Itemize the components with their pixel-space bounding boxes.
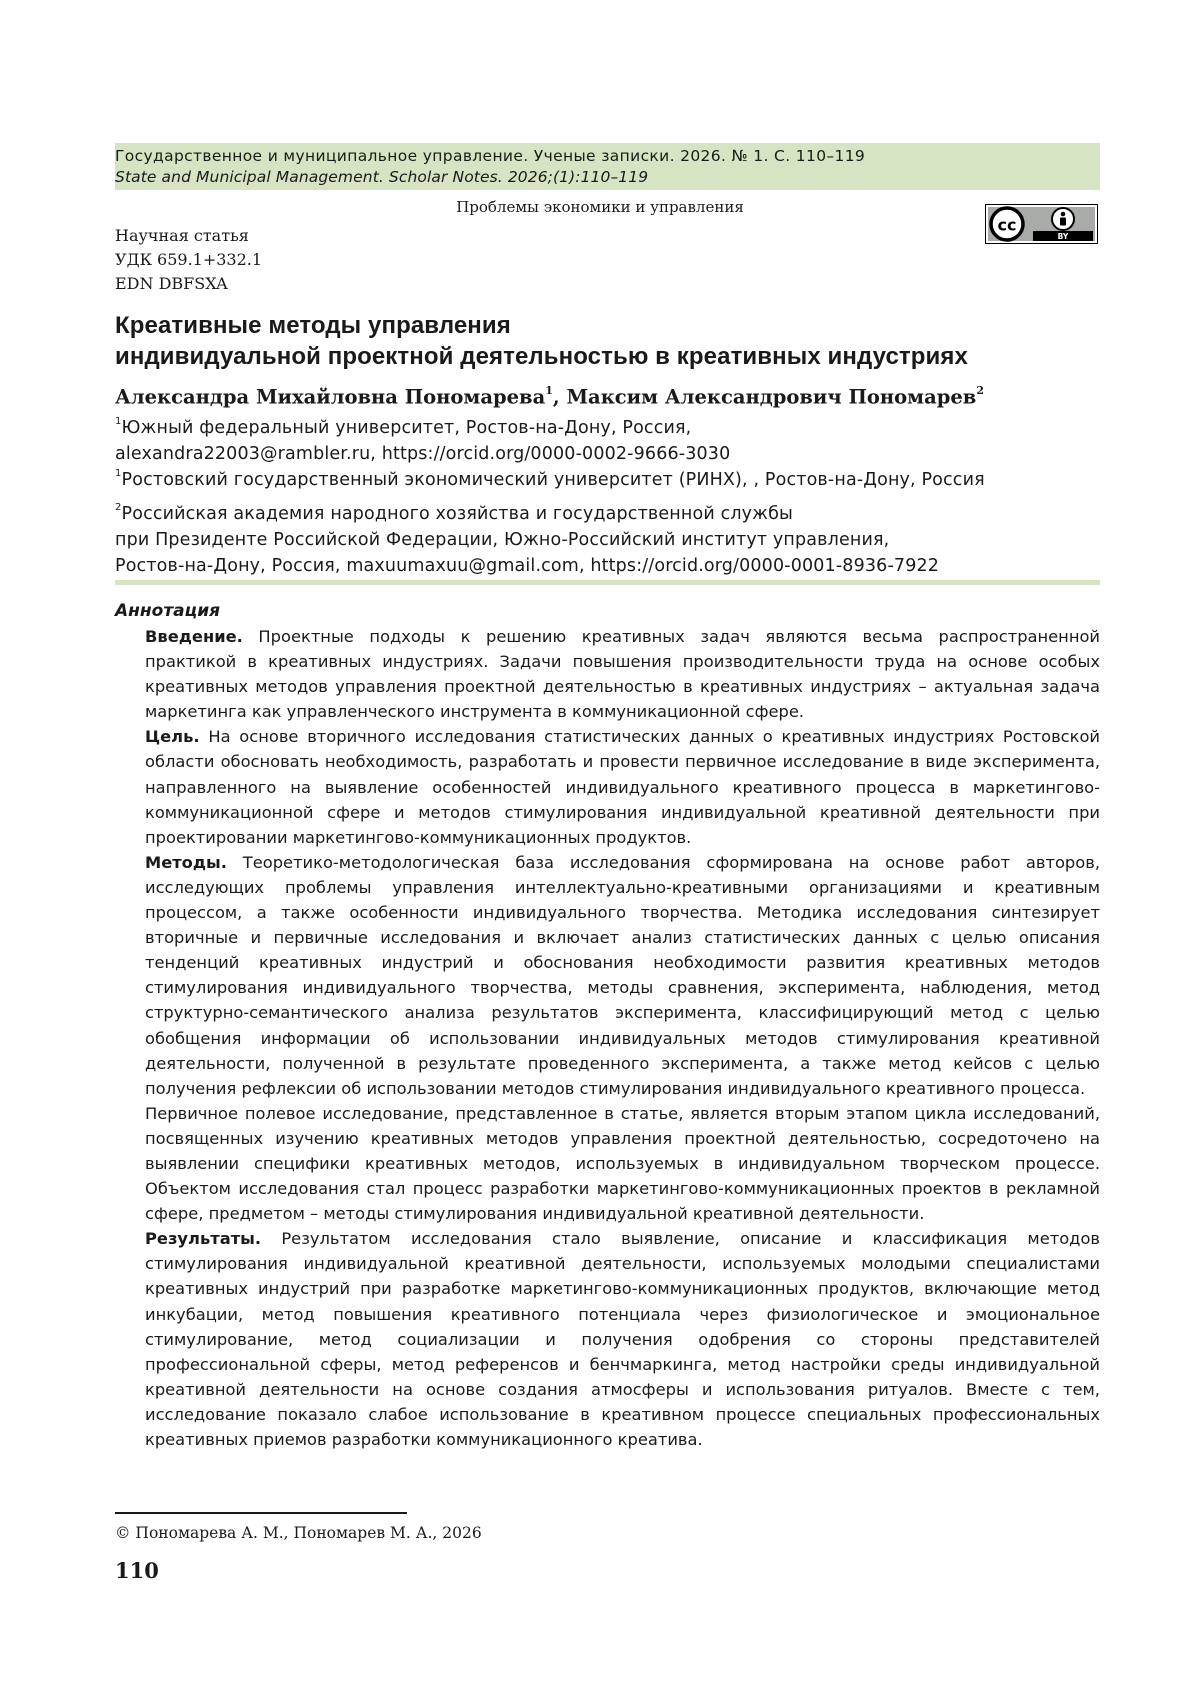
cc-by-icon[interactable] — [985, 204, 1098, 244]
affiliation-1b-line-1: Ростовский государственный экономический университет (РИНХ), , Ростов-на-Дону, Россия — [121, 469, 985, 490]
article-meta — [115, 224, 262, 296]
journal-citation-en: State and Municipal Management. Scholar Notes. 2026;(1):110–119 — [115, 168, 649, 186]
abstract-body — [145, 624, 1100, 1452]
section-divider — [115, 580, 1100, 585]
svg-text:cc: cc — [997, 215, 1017, 235]
affiliation-1b-sup: 1 — [115, 468, 122, 479]
authors — [115, 380, 1100, 411]
affiliation-2-contacts[interactable]: Ростов-на-Дону, Россия, maxuumaxuu@gmail.com, https://orcid.org/0000-0001-8936-7922 — [115, 555, 940, 576]
license-label: BY — [1057, 232, 1069, 241]
copyright-notice: © Пономарева А. М., Пономарев М. А., 2026 — [115, 1524, 482, 1542]
intro-text: Проектные подходы к решению креативных задач являются весьма распространенной практикой в креативных индустриях. Задачи повышения производительности труда на основе особых креативных методов управления проектной деятельностью в креативных индустриях – актуальная задача маркетинга как управленческого инструмента в коммуникационной сфере. — [145, 627, 1100, 722]
article-title — [115, 310, 1095, 372]
abstract-intro — [145, 624, 1100, 724]
intro-label: Введение. — [145, 627, 243, 646]
abstract-results — [145, 1226, 1100, 1452]
goal-text: На основе вторичного исследования статистических данных о креативных индустриях Ростовской области обосновать необходимость, разработать и провести первичное исследование в виде эксперимента, направленного на выявление особенностей индивидуального креативного процесса в маркетингово-коммуникационной сфере и методов стимулирования индивидуальной креативной деятельности при проектировании маркетингово-коммуникационных продуктов. — [145, 727, 1100, 847]
results-text: Результатом исследования стало выявление, описание и классификация методов стимулирования индивидуальной креативной деятельности, используемых молодыми специалистами креативных индустрий при разработке маркетингово-коммуникационных продуктов, включающие метод инкубации, метод повышения креативного потенциала через физиологическое и эмоциональное стимулирование, метод социализации и получения одобрения со стороны представителей профессиональной сферы, метод референсов и бенчмаркинга, метод настройки среды индивидуальной креативной деятельности на основе создания атмосферы и использования ритуалов. Вместе с тем, исследование показало слабое использование в креативном процессе специальных профессиональных креативных приемов разработки коммуникационного креатива. — [145, 1229, 1100, 1449]
methods-text: Теоретико-методологическая база исследования сформирована на основе работ авторов, исследующих проблемы управления интеллектуально-креативными организациями и креативным процессом, а также особенности индивидуального творчества. Методика исследования синтезирует вторичные и первичные исследования и включает анализ статистических данных с целью описания тенденций креативных индустрий и обоснования необходимости развития креативных методов стимулирования индивидуального творчества, методы сравнения, эксперимента, наблюдения, метод структурно-семантического анализа результатов эксперимента, классифицирующий метод с целью обобщения информации об использовании индивидуальных методов стимулирования креативной деятельности, полученной в результате проведенного эксперимента, а также метод кейсов с целью получения рефлексии об использовании методов стимулирования индивидуального креативного процесса. — [145, 852, 1100, 1098]
udc-code: УДК 659.1+332.1 — [115, 250, 263, 269]
page-number: 110 — [115, 1558, 159, 1583]
rubric: Проблемы экономики и управления — [456, 198, 744, 216]
author-1: Александра Михайловна Пономарева — [115, 385, 546, 409]
abstract-heading: Аннотация — [115, 601, 221, 621]
edn-code: EDN DBFSXA — [115, 274, 228, 293]
journal-header — [115, 143, 1100, 190]
article-type: Научная статья — [115, 226, 249, 245]
abstract-fieldwork: Первичное полевое исследование, представленное в статье, является вторым этапом цикла исследований, посвященных изучению креативных методов управления проектной деятельностью, сосредоточено на выявлении специфики креативных методов, используемых в индивидуальном творческом процессе. Объектом исследования стал процесс разработки маркетингово-коммуникационных проектов в рекламной сфере, предметом – методы стимулирования индивидуальной креативной деятельности. — [145, 1103, 1100, 1224]
journal-citation-ru: Государственное и муниципальное управление. Ученые записки. 2026. № 1. С. 110–119 — [115, 147, 866, 165]
affiliation-2-line-2: при Президенте Российской Федерации, Южно-Российский институт управления, — [115, 529, 890, 550]
title-line-1: Креативные методы управления — [115, 312, 511, 339]
affiliation-1 — [115, 411, 1100, 467]
author-2: Максим Александрович Пономарев — [566, 385, 977, 409]
results-label: Результаты. — [145, 1229, 262, 1249]
affiliation-1-contacts[interactable]: alexandra22003@rambler.ru, https://orcid.org/0000-0002-9666-3030 — [115, 443, 731, 464]
affiliation-2-line-1: Российская академия народного хозяйства и государственной службы — [121, 503, 794, 524]
affiliation-2 — [115, 497, 1100, 579]
author-separator: , — [552, 385, 567, 409]
affiliation-1b — [115, 463, 1100, 493]
goal-label: Цель. — [145, 727, 200, 747]
footnote-rule — [115, 1512, 407, 1514]
methods-label: Методы. — [145, 852, 227, 872]
abstract-goal — [145, 724, 1100, 849]
title-line-2: индивидуальной проектной деятельностью в креативных индустриях — [115, 343, 968, 370]
affiliation-1-sup: 1 — [115, 416, 122, 427]
affiliation-2-sup: 2 — [115, 502, 122, 513]
abstract-methods — [145, 850, 1100, 1101]
author-2-sup: 2 — [976, 384, 984, 397]
author-1-sup: 1 — [545, 384, 553, 397]
affiliation-1-line-1: Южный федеральный университет, Ростов-на-Дону, Россия, — [121, 417, 692, 438]
